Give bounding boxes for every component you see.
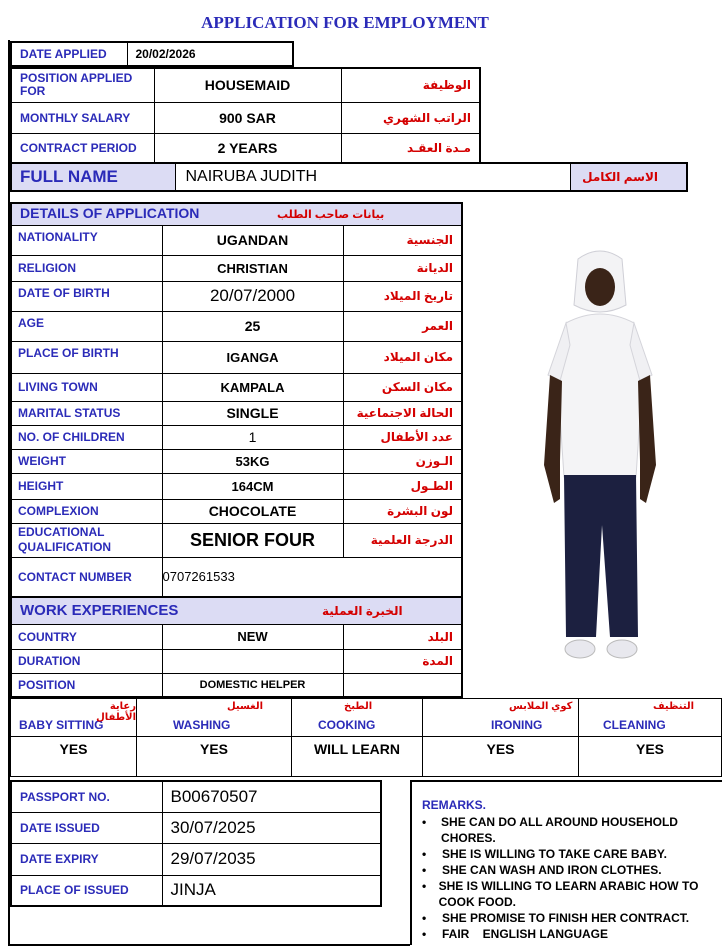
age-ar: العمر: [343, 311, 462, 341]
page-bottom-border: [8, 944, 410, 946]
education-value: SENIOR FOUR: [162, 523, 343, 557]
right-arm-shape: [638, 375, 656, 503]
religion-label: RELIGION: [11, 255, 162, 281]
age-label: AGE: [11, 311, 162, 341]
duration-ar: المدة: [343, 649, 462, 673]
shirt-shape: [558, 314, 642, 477]
religion-value: CHRISTIAN: [162, 255, 343, 281]
work-heading: WORK EXPERIENCES: [20, 601, 179, 619]
salary-value: 900 SAR: [154, 102, 341, 133]
skill-value-4: YES: [579, 737, 722, 777]
passport-no-label: PASSPORT NO.: [11, 781, 162, 812]
work-position-value: DOMESTIC HELPER: [162, 673, 343, 697]
full-name-label: FULL NAME: [11, 163, 175, 191]
living-town-ar: مكان السكن: [343, 373, 462, 401]
remarks-box: [410, 780, 722, 945]
pob-ar: مكان الميلاد: [343, 341, 462, 373]
position-label: POSITION APPLIED FOR: [11, 68, 154, 102]
details-heading-ar: بيانات صاحب الطلب: [277, 209, 385, 221]
details-table: [10, 202, 463, 598]
position-value: HOUSEMAID: [154, 68, 341, 102]
candidate-photo: [530, 245, 670, 675]
remark-item: • SHE PROMISE TO FINISH HER CONTRACT.: [422, 911, 690, 925]
remark-item: • SHE IS WILLING TO LEARN ARABIC HOW TO COOK FOOD.: [422, 879, 699, 909]
duration-label: DURATION: [11, 649, 162, 673]
nationality-ar: الجنسية: [343, 225, 462, 255]
date-applied-label: DATE APPLIED: [11, 42, 127, 66]
living-town-value: KAMPALA: [162, 373, 343, 401]
page-title: APPLICATION FOR EMPLOYMENT: [201, 13, 489, 32]
passport-no-value: B00670507: [162, 781, 381, 812]
height-ar: الطـول: [343, 473, 462, 499]
full-name-table: [10, 162, 688, 192]
country-ar: البلد: [343, 624, 462, 649]
place-issued-value: JINJA: [162, 875, 381, 906]
children-ar: عدد الأطفال: [343, 425, 462, 449]
remark-item: • FAIR ENGLISH LANGUAGE: [422, 927, 609, 941]
full-name-ar: الاسم الكامل: [570, 163, 687, 191]
skill-label-1: WASHING: [173, 717, 231, 732]
contract-value: 2 YEARS: [154, 133, 341, 163]
full-name-value: NAIRUBA JUDITH: [175, 163, 570, 191]
education-ar: الدرجة العلمية: [343, 523, 462, 557]
date-expiry-label: DATE EXPIRY: [11, 843, 162, 875]
skill-label-3: IRONING: [491, 717, 543, 732]
marital-ar: الحالة الاجتماعية: [343, 401, 462, 425]
weight-label: WEIGHT: [11, 449, 162, 473]
children-label: NO. OF CHILDREN: [11, 425, 162, 449]
salary-label: MONTHLY SALARY: [11, 102, 154, 133]
date-issued-label: DATE ISSUED: [11, 812, 162, 843]
work-table: [10, 596, 463, 698]
complexion-label: COMPLEXION: [11, 499, 162, 523]
position-table: [10, 67, 481, 164]
remark-item: • SHE CAN DO ALL AROUND HOUSEHOLD CHORES.: [422, 815, 678, 845]
work-heading-ar: الخبرة العملية: [322, 604, 403, 618]
salary-ar: الراتب الشهري: [341, 102, 480, 133]
date-issued-value: 30/07/2025: [162, 812, 381, 843]
skill-head-4: [579, 699, 722, 737]
skill-ar-1: الغسيل: [227, 701, 264, 712]
weight-ar: الـوزن: [343, 449, 462, 473]
dob-ar: تاريخ الميلاد: [343, 281, 462, 311]
date-expiry-value: 29/07/2035: [162, 843, 381, 875]
country-label: COUNTRY: [11, 624, 162, 649]
left-shoe-shape: [565, 640, 595, 658]
marital-value: SINGLE: [162, 401, 343, 425]
religion-ar: الديانة: [343, 255, 462, 281]
dob-label: DATE OF BIRTH: [11, 281, 162, 311]
date-applied-value: 20/02/2026: [127, 42, 293, 66]
contact-label: CONTACT NUMBER: [11, 557, 162, 597]
skills-table: [10, 698, 722, 777]
work-position-ar: [343, 673, 462, 697]
skill-value-2: WILL LEARN: [292, 737, 423, 777]
remark-item: • SHE IS WILLING TO TAKE CARE BABY.: [422, 847, 667, 861]
country-value: NEW: [162, 624, 343, 649]
work-position-label: POSITION: [11, 673, 162, 697]
education-label: EDUCATIONAL QUALIFICATION: [11, 523, 162, 557]
skill-label-4: CLEANING: [603, 717, 666, 732]
skill-value-3: YES: [423, 737, 579, 777]
trousers-shape: [564, 475, 638, 637]
weight-value: 53KG: [162, 449, 343, 473]
skill-head-3: [423, 699, 579, 737]
work-heading-cell: [11, 597, 462, 624]
contract-label: CONTRACT PERIOD: [11, 133, 154, 163]
remarks-list: [422, 814, 722, 942]
skill-ar-0: رعاية الأطفال: [96, 701, 136, 723]
position-ar: الوظيفة: [341, 68, 480, 102]
details-heading: DETAILS OF APPLICATION: [20, 205, 200, 222]
nationality-label: NATIONALITY: [11, 225, 162, 255]
face-shape: [585, 268, 615, 306]
children-value: 1: [162, 425, 343, 449]
remark-item: • SHE CAN WASH AND IRON CLOTHES.: [422, 863, 662, 877]
place-issued-label: PLACE OF ISSUED: [11, 875, 162, 906]
skill-head-0: [11, 699, 137, 737]
page-left-border: [8, 40, 10, 946]
contact-value: 0707261533: [162, 557, 462, 597]
height-label: HEIGHT: [11, 473, 162, 499]
right-shoe-shape: [607, 640, 637, 658]
skill-label-2: COOKING: [318, 717, 376, 732]
nationality-value: UGANDAN: [162, 225, 343, 255]
complexion-value: CHOCOLATE: [162, 499, 343, 523]
skill-label-0: BABY SITTING: [19, 717, 104, 732]
pob-label: PLACE OF BIRTH: [11, 341, 162, 373]
living-town-label: LIVING TOWN: [11, 373, 162, 401]
skill-ar-3: كوي الملابس: [509, 701, 573, 712]
duration-value: [162, 649, 343, 673]
skill-value-1: YES: [137, 737, 292, 777]
remarks-heading: REMARKS.: [422, 798, 487, 812]
passport-table: [10, 780, 382, 907]
details-heading-cell: [11, 203, 462, 225]
date-applied-table: [10, 41, 294, 67]
marital-label: MARITAL STATUS: [11, 401, 162, 425]
pob-value: IGANGA: [162, 341, 343, 373]
left-arm-shape: [544, 375, 562, 503]
age-value: 25: [162, 311, 343, 341]
skill-head-1: [137, 699, 292, 737]
complexion-ar: لون البشرة: [343, 499, 462, 523]
contract-ar: مـدة العقـد: [341, 133, 480, 163]
dob-value: 20/07/2000: [162, 281, 343, 311]
skill-value-0: YES: [11, 737, 137, 777]
height-value: 164CM: [162, 473, 343, 499]
skill-head-2: [292, 699, 423, 737]
skill-ar-4: التنظيف: [653, 701, 695, 712]
skill-ar-2: الطبخ: [344, 701, 373, 712]
